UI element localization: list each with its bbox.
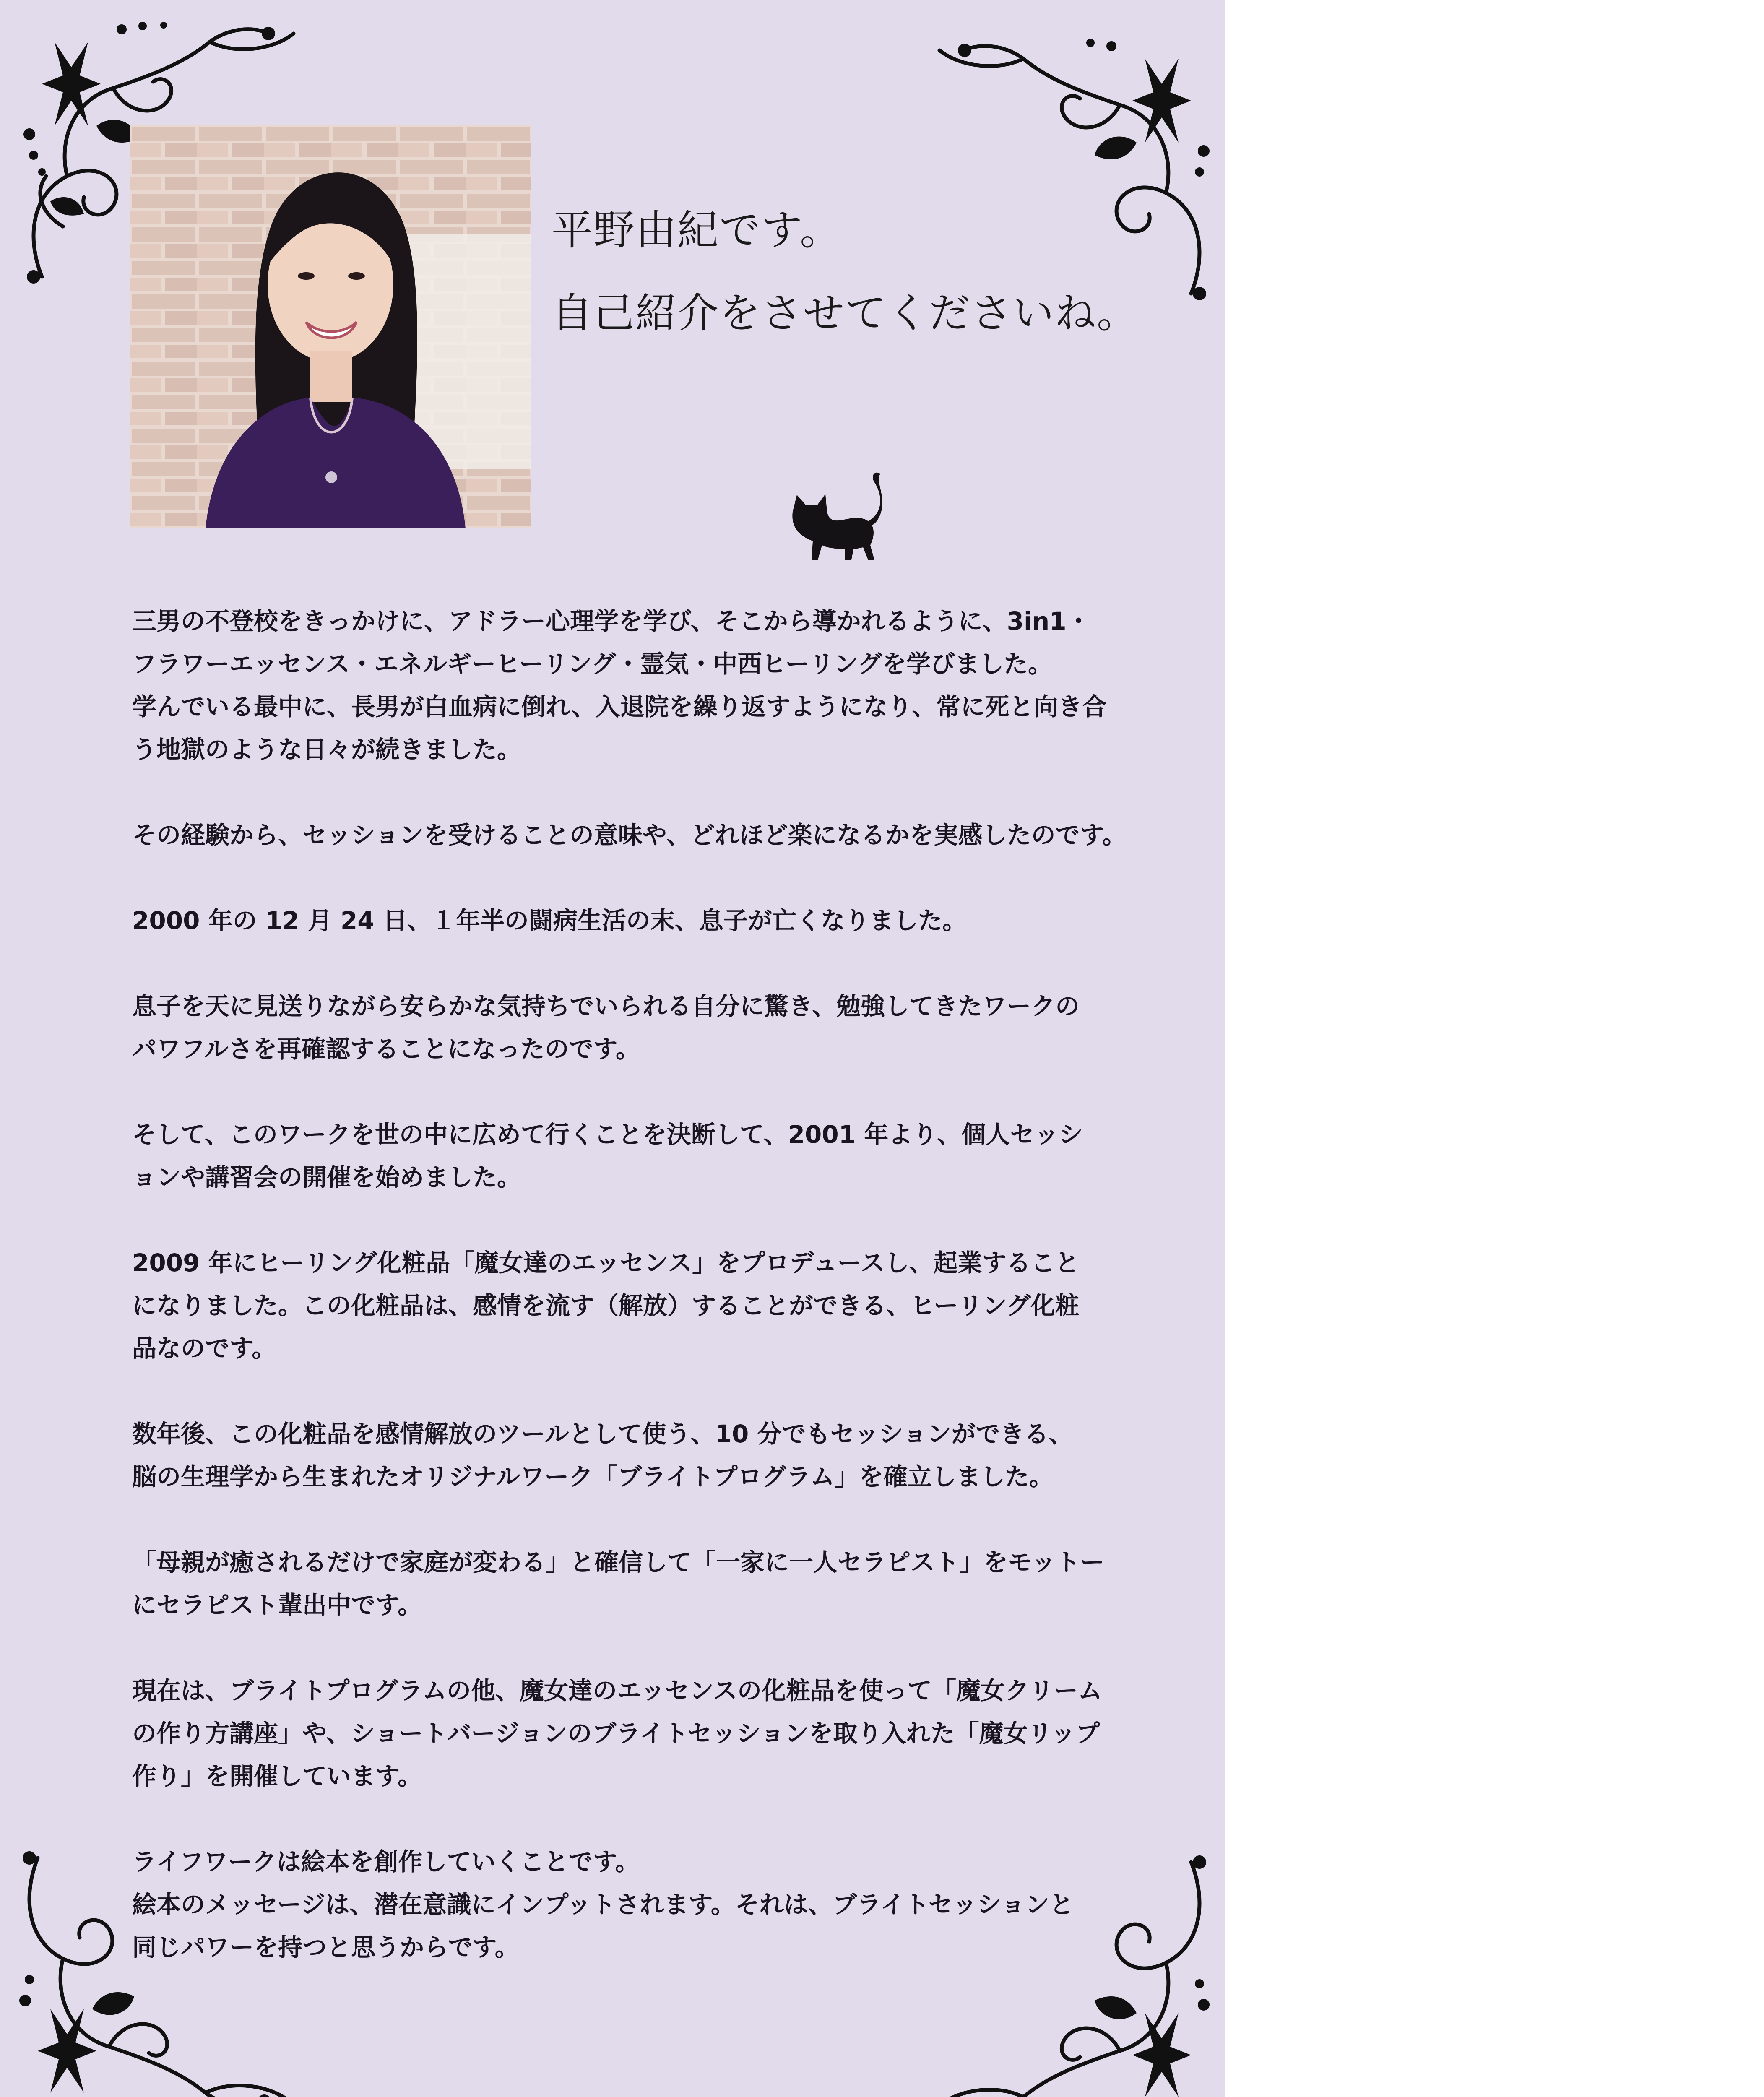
- paragraph-line: 品なのです。: [132, 1334, 276, 1363]
- intro-heading: [552, 206, 1189, 337]
- profile-photo: [130, 125, 531, 528]
- paragraph: [132, 600, 1164, 771]
- paragraph-line: になりました。この化粧品は、感情を流す（解放）することができる、ヒーリング化粧: [132, 1291, 1080, 1320]
- paragraph-line: 2009 年にヒーリング化粧品「魔女達のエッセンス」をプロデュースし、起業すること: [132, 1249, 1080, 1277]
- paragraph-line: ョンや講習会の開催を始めました。: [132, 1163, 522, 1192]
- black-cat-icon: [784, 466, 889, 562]
- paragraph: [132, 1241, 1164, 1370]
- paragraph: [132, 1541, 1164, 1626]
- paragraph-line: そして、このワークを世の中に広めて行くことを決断して、2001 年より、個人セッシ: [132, 1120, 1083, 1149]
- paragraph-line: ライフワークは絵本を創作していくことです。: [132, 1847, 640, 1876]
- paragraph-line: 学んでいる最中に、長男が白血病に倒れ、入退院を繰り返すようになり、常に死と向き合: [132, 692, 1107, 721]
- paragraph-line: 脳の生理学から生まれたオリジナルワーク「ブライトプログラム」を確立しました。: [132, 1462, 1054, 1491]
- paragraph: [132, 1669, 1164, 1798]
- paragraph-line: にセラピスト輩出中です。: [132, 1591, 422, 1619]
- paragraph-line: その経験から、セッションを受けることの意味や、どれほど楽になるかを実感したのです。: [132, 821, 1127, 849]
- paragraph-line: う地獄のような日々が続きました。: [132, 735, 522, 764]
- paragraph: [132, 1113, 1164, 1199]
- paragraph: [132, 814, 1164, 856]
- paragraph-line: 作り」を開催しています。: [132, 1762, 422, 1790]
- paragraph-line: 三男の不登校をきっかけに、アドラー心理学を学び、そこから導かれるように、3in1・: [132, 607, 1091, 635]
- paragraph-line: 「母親が癒されるだけで家庭が変わる」と確信して「一家に一人セラピスト」をモットー: [132, 1548, 1105, 1577]
- paragraph: [132, 899, 1164, 942]
- paragraph: [132, 985, 1164, 1070]
- paragraph-line: 現在は、ブライトプログラムの他、魔女達のエッセンスの化粧品を使って「魔女クリーム: [132, 1676, 1103, 1705]
- paragraph-line: 2000 年の 12 月 24 日、１年半の闘病生活の末、息子が亡くなりました。: [132, 906, 967, 935]
- paragraph: [132, 1413, 1164, 1498]
- profile-body-text: [132, 600, 1164, 2011]
- paragraph-line: の作り方講座」や、ショートバージョンのブライトセッションを取り入れた「魔女リップ: [132, 1719, 1100, 1748]
- paragraph-line: 絵本のメッセージは、潜在意識にインプットされます。それは、ブライトセッションと: [132, 1890, 1074, 1919]
- paragraph-line: 同じパワーを持つと思うからです。: [132, 1933, 519, 1962]
- heading-line-greeting: 自己紹介をさせてくださいね。: [552, 289, 1139, 337]
- paragraph-line: 息子を天に見送りながら安らかな気持ちでいられる自分に驚き、勉強してきたワークの: [132, 992, 1080, 1020]
- paragraph-line: 数年後、この化粧品を感情解放のツールとして使う、10 分でもセッションができる、: [132, 1420, 1073, 1448]
- paragraph-line: パワフルさを再確認することになったのです。: [132, 1035, 640, 1063]
- paragraph-line: フラワーエッセンス・エネルギーヒーリング・霊気・中西ヒーリングを学びました。: [132, 650, 1053, 678]
- paragraph: [132, 1840, 1164, 1969]
- heading-line-name: 平野由紀です。: [552, 206, 842, 254]
- portrait-image: [130, 125, 531, 528]
